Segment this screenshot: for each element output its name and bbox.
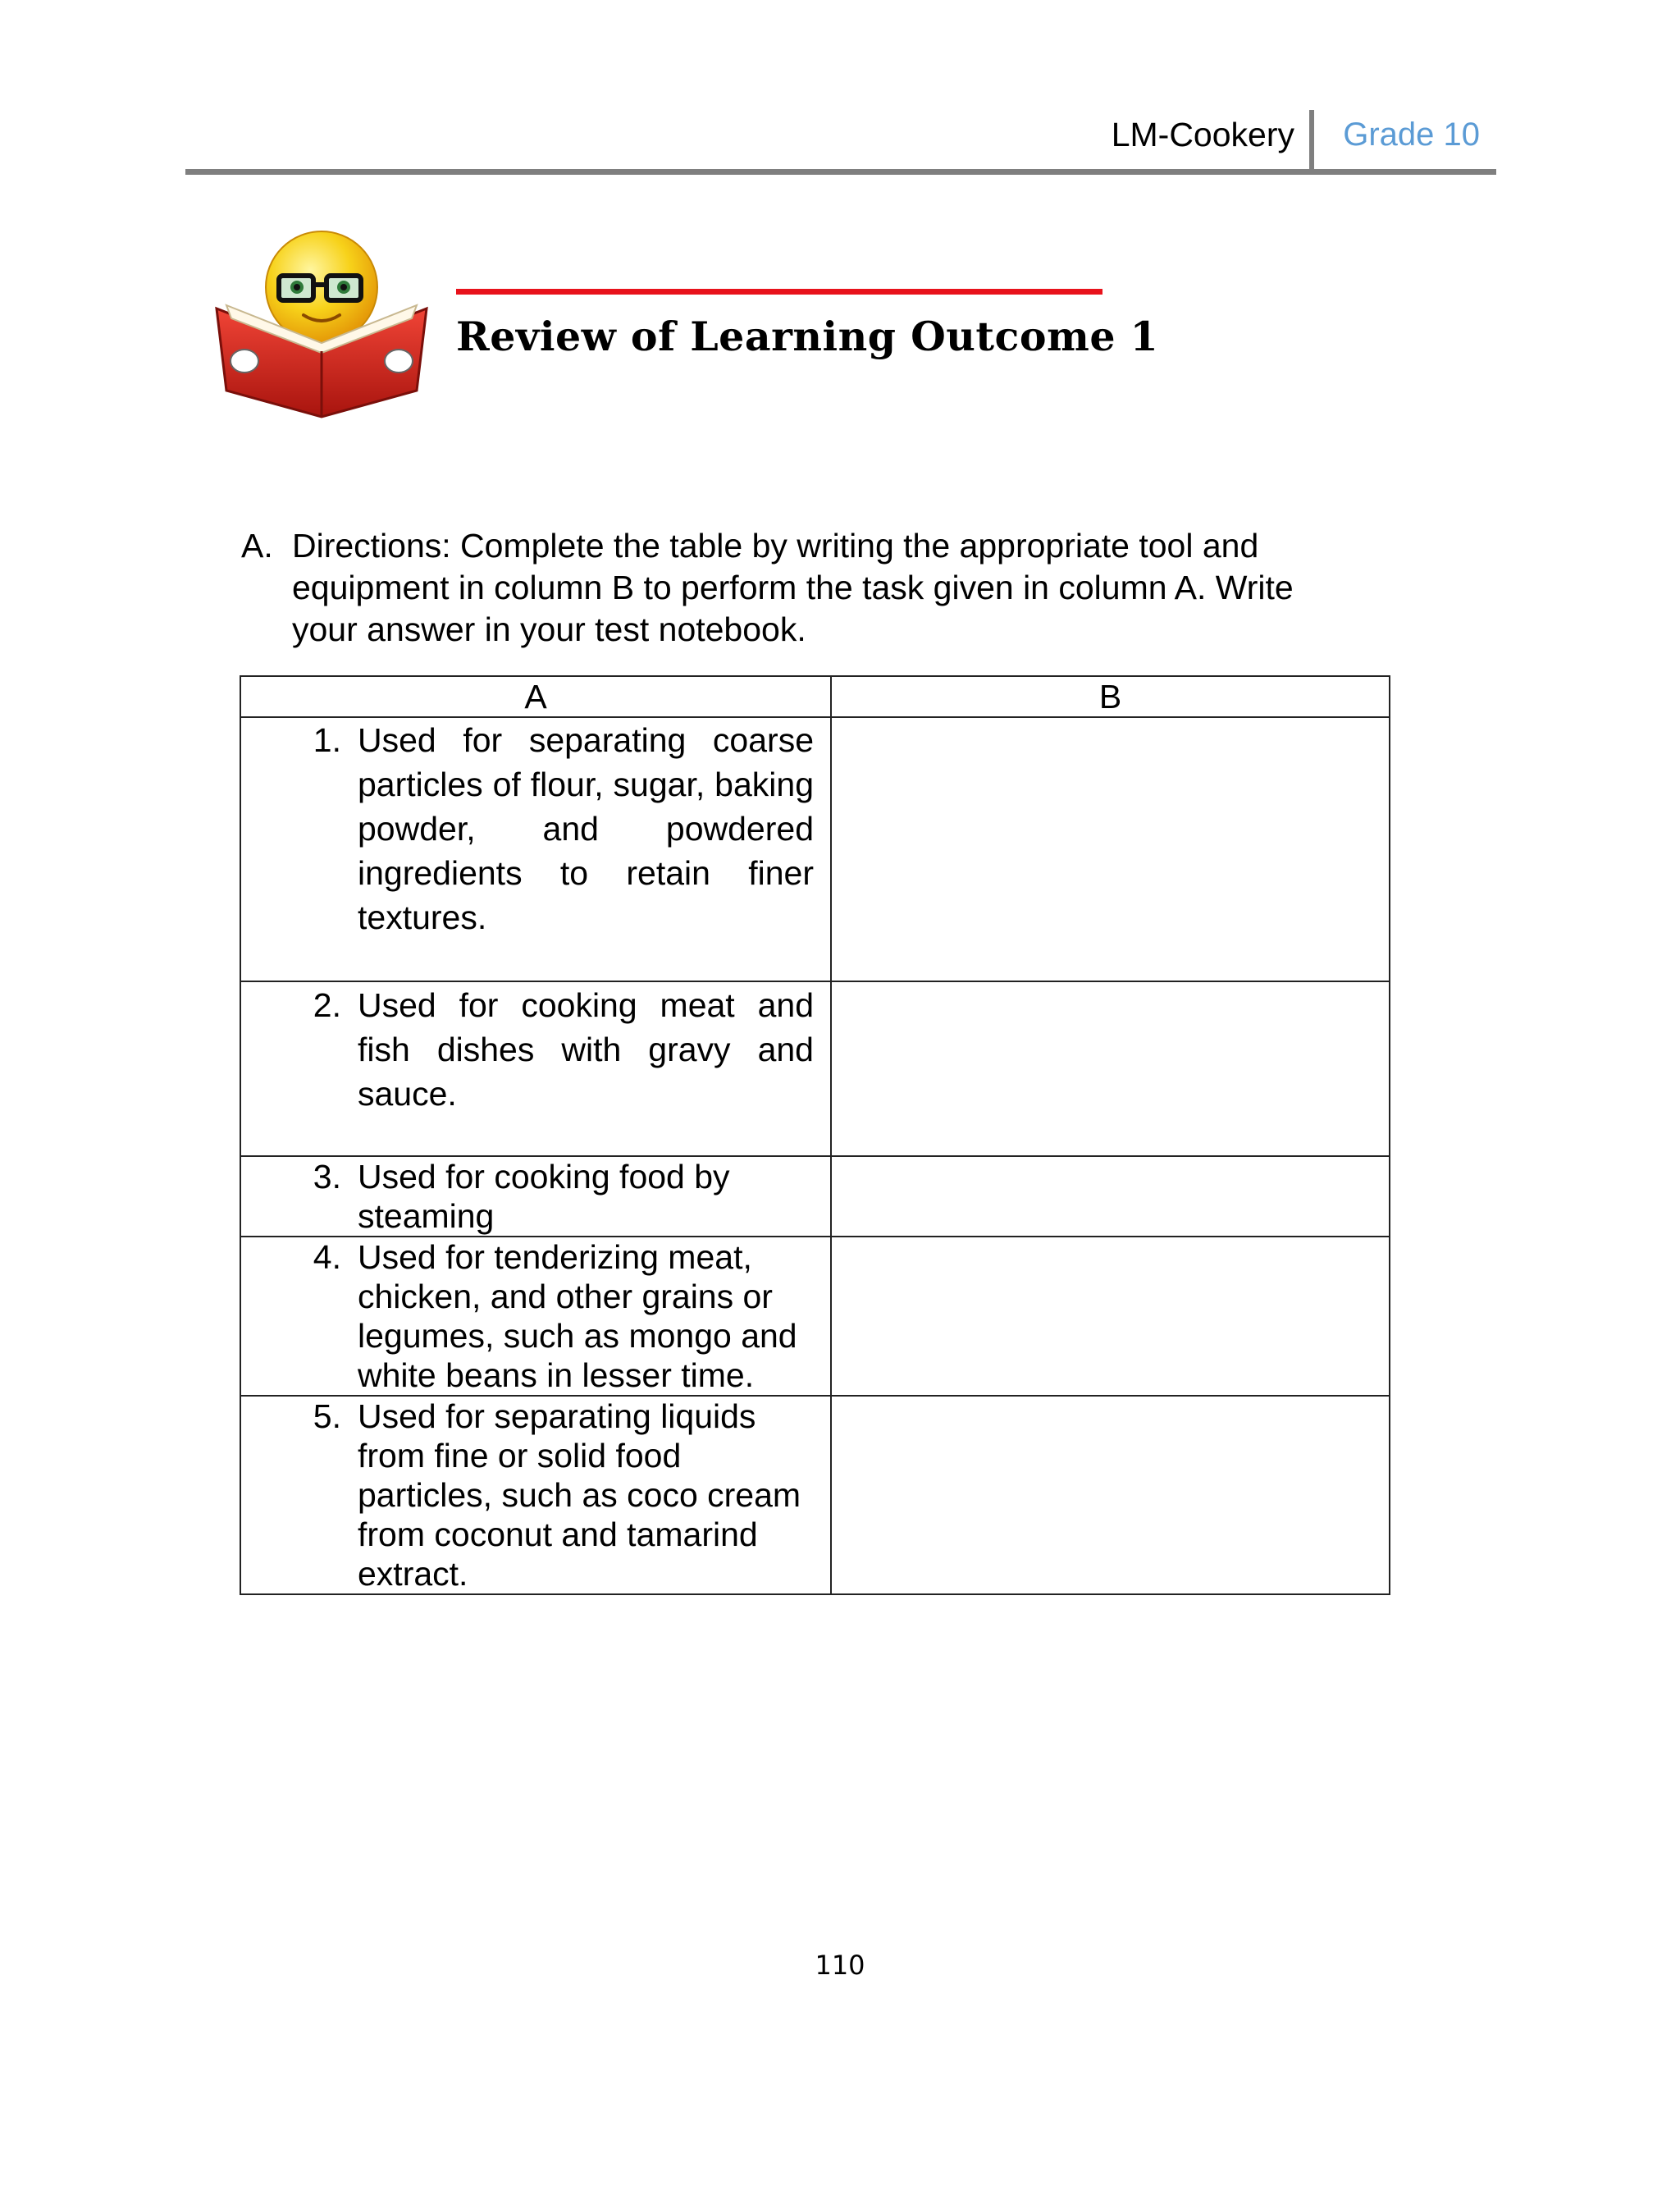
item-number: 2. — [313, 986, 341, 1024]
table-row — [240, 717, 1390, 981]
task-cell — [240, 1396, 831, 1594]
header-grade: Grade 10 — [1343, 117, 1480, 153]
task-table — [240, 675, 1390, 1595]
item-text: Used for separating liquids from fine or solid food particles, such as coco cream from coconut and tamarind extract. — [358, 1397, 801, 1593]
answer-cell[interactable] — [831, 717, 1390, 981]
answer-cell[interactable] — [831, 1237, 1390, 1396]
column-a-header: A — [240, 676, 831, 717]
item-number: 5. — [313, 1397, 341, 1435]
answer-cell[interactable] — [831, 981, 1390, 1156]
answer-cell[interactable] — [831, 1156, 1390, 1237]
item-number: 3. — [313, 1158, 341, 1196]
title-rule — [456, 289, 1102, 295]
column-b-header: B — [831, 676, 1390, 717]
item-number: 1. — [313, 721, 341, 759]
section-title: Review of Learning Outcome 1 — [456, 313, 1159, 360]
page-number: 110 — [815, 1950, 865, 1981]
header-course: LM-Cookery — [1112, 110, 1314, 169]
directions-text: Directions: Complete the table by writing the appropriate tool and equipment in column B to perform the task given in column A. Write your answer in your test notebook. — [292, 527, 1294, 648]
task-cell — [240, 717, 831, 981]
table-row — [240, 1237, 1390, 1396]
table-header-row — [240, 676, 1390, 717]
task-cell — [240, 1156, 831, 1237]
table-row — [240, 1156, 1390, 1237]
reading-smiley-icon — [212, 230, 435, 418]
item-number: 4. — [313, 1238, 341, 1276]
table-row — [240, 1396, 1390, 1594]
directions-marker: A. — [241, 527, 273, 565]
table-row — [240, 981, 1390, 1156]
item-text: Used for cooking meat and fish dishes with gravy and sauce. — [358, 986, 814, 1113]
item-text: Used for cooking food by steaming — [358, 1158, 730, 1235]
item-text: Used for separating coarse particles of flour, sugar, baking powder, and powdered ingredients to retain finer textures. — [358, 721, 814, 936]
task-cell — [240, 981, 831, 1156]
answer-cell[interactable] — [831, 1396, 1390, 1594]
task-cell — [240, 1237, 831, 1396]
item-text: Used for tenderizing meat, chicken, and other grains or legumes, such as mongo and white beans in lesser time. — [358, 1238, 797, 1394]
page-header — [185, 107, 1496, 175]
